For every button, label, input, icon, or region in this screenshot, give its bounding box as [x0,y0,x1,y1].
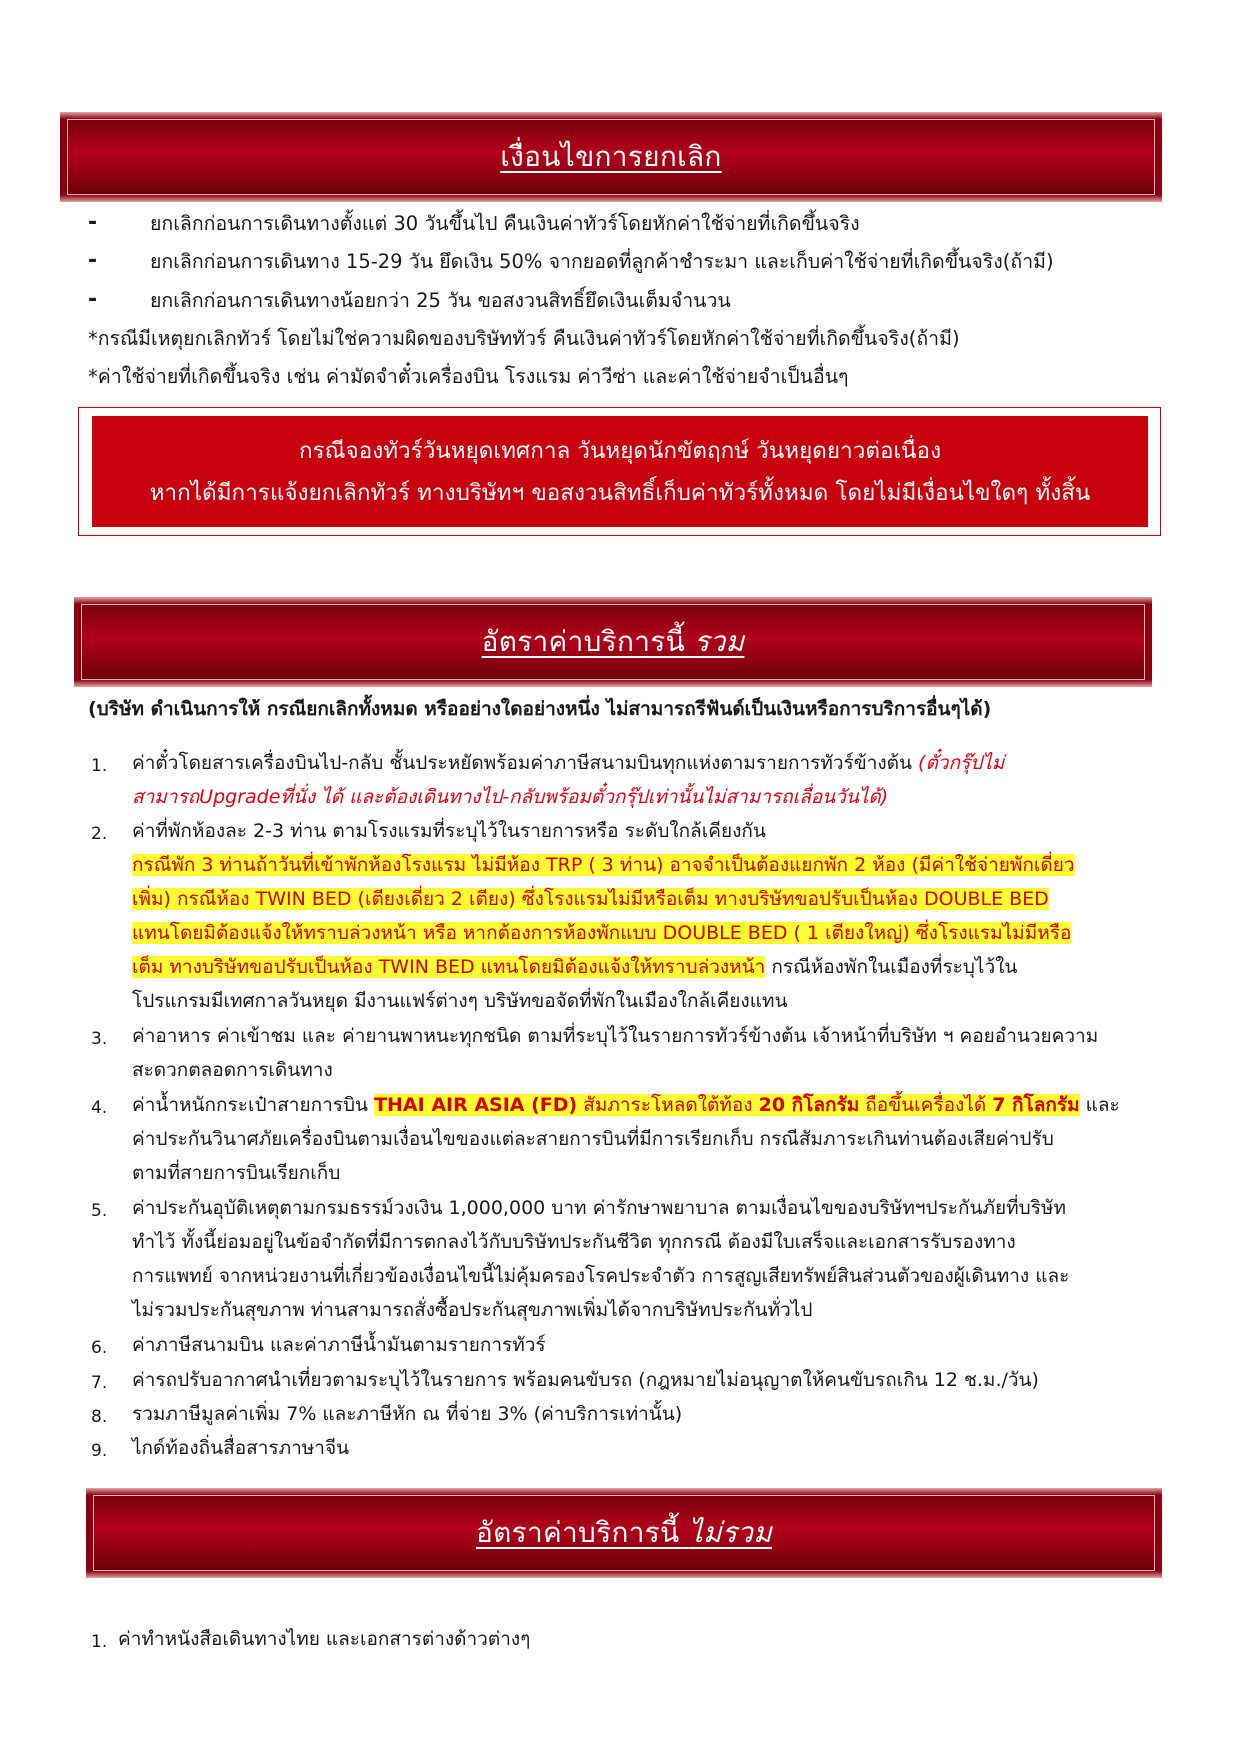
included-item-2: ค่าที่พักห้องละ 2-3 ท่าน ตามโรงแรมที่ระบุไว้ในรายการหรือ ระดับใกล้เคียงกัน [132,820,766,842]
included-banner [74,597,1152,687]
included-item-5-line-4: ไม่รวมประกันสุขภาพ ท่านสามารถสั่งซื้อประกันสุขภาพเพิ่มได้จากบริษัทประกันทั่วไป [132,1299,813,1321]
list-number: 9. [91,1441,108,1461]
included-item-1: ค่าตั๋วโดยสารเครื่องบินไป-กลับ ชั้นประหยัดพร้อมค่าภาษีสนามบินทุกแห่งตามรายการทัวร์ข้างต้น (ตั๋วกรุ๊ปไม่ [132,752,1005,774]
included-item-2-line-5: โปรแกรมมีเทศกาลวันหยุด มีงานแฟร์ต่างๆ บริษัทขอจัดที่พักในเมืองใกล้เคียงแทน [132,990,788,1012]
included-item-2-highlight-3: แทนโดยมิต้องแจ้งให้ทราบล่วงหน้า หรือ หากต้องการห้องพักแบบ DOUBLE BED ( 1 เตียงใหญ่) ซึ่งโรงแรมไม่มีหรือ [132,922,1072,944]
included-title: อัตราค่าบริการนี้ รวม [481,625,745,658]
excluded-item-1: ค่าทำหนังสือเดินทางไทย และเอกสารต่างด้าวต่างๆ [118,1628,531,1650]
list-number: 1. [91,756,108,776]
included-item-2-highlight-2: เพิ่ม) กรณีห้อง TWIN BED (เตียงเดี่ยว 2 เตียง) ซึ่งโรงแรมไม่มีหรือเต็ม ทางบริษัทขอปรับเป็นห้อง DOUBLE BED [132,888,1049,910]
included-item-4-line-2: ค่าประกันวินาศภัยเครื่องบินตามเงื่อนไขของแต่ละสายการบินที่มีการเรียกเก็บ กรณีสัมภาระเกินท่านต้องเสียค่าปรับ [132,1128,1054,1150]
cancel-item-2: ยกเลิกก่อนการเดินทาง 15-29 วัน ยึดเงิน 50% จากยอดที่ลูกค้าชำระมา และเก็บค่าใช้จ่ายที่เกิดขึ้นจริง(ถ้ามี) [150,250,1054,273]
included-item-2-highlight-1: กรณีพัก 3 ท่านถ้าวันที่เข้าพักห้องโรงแรม ไม่มีห้อง TRP ( 3 ท่าน) อาจจำเป็นต้องแยกพัก 2 ห้อง (มีค่าใช้จ่ายพักเดี่ยว [132,854,1075,876]
list-number: 8. [91,1407,108,1427]
list-number: 7. [91,1373,108,1393]
included-item-1-note: สามารถUpgradeที่นั่ง ได้ และต้องเดินทางไป-กลับพร้อมตั๋วกรุ๊ปเท่านั้นไม่สามารถเลื่อนวันได้) [132,786,889,808]
cancel-item-3: ยกเลิกก่อนการเดินทางน้อยกว่า 25 วัน ขอสงวนสิทธิ์ยึดเงินเต็มจำนวน [150,289,731,312]
cancel-banner [60,112,1162,202]
list-number: 1. [91,1632,108,1652]
excluded-title-emphasis: ไม่รวม [688,1516,772,1549]
holiday-notice-line-1: กรณีจองทัวร์วันหยุดเทศกาล วันหยุดนักขัตฤกษ์ วันหยุดยาวต่อเนื่อง [298,437,942,464]
bullet-dash: - [88,210,98,235]
included-item-8: รวมภาษีมูลค่าเพิ่ม 7% และภาษีหัก ณ ที่จ่าย 3% (ค่าบริการเท่านั้น) [132,1403,683,1425]
included-subtitle: (บริษัท ดำเนินการให้ กรณียกเลิกทั้งหมด หรืออย่างใดอย่างหนึ่ง ไม่สามารถรีฟันด์เป็นเงินหรือการบริการอื่นๆได้) [88,698,992,720]
bullet-dash: - [88,287,98,312]
list-number: 6. [91,1338,108,1358]
list-number: 2. [91,824,108,844]
holiday-notice-box [78,407,1161,536]
included-item-4: ค่าน้ำหนักกระเป๋าสายการบิน THAI AIR ASIA (FD) สัมภาระโหลดใต้ท้อง 20 กิโลกรัม ถือขึ้นเครื่องได้ 7 กิโลกรัม และ [132,1094,1120,1116]
cancel-note-2: *ค่าใช้จ่ายที่เกิดขึ้นจริง เช่น ค่ามัดจำตั๋วเครื่องบิน โรงแรม ค่าวีซ่า และค่าใช้จ่ายจำเป็นอื่นๆ [88,365,849,388]
included-item-5: ค่าประกันอุบัติเหตุตามกรมธรรม์วงเงิน 1,000,000 บาท ค่ารักษาพยาบาล ตามเงื่อนไขของบริษัทฯประกันภัยที่บริษัท [132,1197,1066,1219]
excluded-banner [86,1488,1162,1578]
included-item-7: ค่ารถปรับอากาศนำเที่ยวตามระบุไว้ในรายการ พร้อมคนขับรถ (กฎหมายไม่อนุญาตให้คนขับรถเกิน 12 ช.ม./วัน) [132,1369,1039,1391]
holiday-notice-line-2: หากได้มีการแจ้งยกเลิกทัวร์ ทางบริษัทฯ ขอสงวนสิทธิ์เก็บค่าทัวร์ทั้งหมด โดยไม่มีเงื่อนไขใดๆ ทั้งสิ้น [149,479,1091,506]
included-item-3-line-2: สะดวกตลอดการเดินทาง [132,1059,333,1081]
list-number: 5. [91,1201,108,1221]
excluded-title: อัตราค่าบริการนี้ ไม่รวม [476,1516,772,1549]
cancel-item-1: ยกเลิกก่อนการเดินทางตั้งแต่ 30 วันขึ้นไป คืนเงินค่าทัวร์โดยหักค่าใช้จ่ายที่เกิดขึ้นจริง [150,212,860,235]
included-item-5-line-3: การแพทย์ จากหน่วยงานที่เกี่ยวข้องเงื่อนไขนี้ไม่คุ้มครองโรคประจำตัว การสูญเสียทรัพย์สินส่วนตัวของผู้เดินทาง และ [132,1265,1070,1287]
included-item-9: ไกด์ท้องถิ่นสื่อสารภาษาจีน [132,1437,350,1459]
included-item-4-line-3: ตามที่สายการบินเรียกเก็บ [132,1162,341,1184]
bullet-dash: - [88,248,98,273]
cancel-note-1: *กรณีมีเหตุยกเลิกทัวร์ โดยไม่ใช่ความผิดของบริษัททัวร์ คืนเงินค่าทัวร์โดยหักค่าใช้จ่ายที่เกิดขึ้นจริง(ถ้ามี) [88,327,960,350]
list-number: 4. [91,1098,108,1118]
included-item-5-line-2: ทำไว้ ทั้งนี้ย่อมอยู่ในข้อจำกัดที่มีการตกลงไว้กับบริษัทประกันชีวิต ทุกกรณี ต้องมีใบเสร็จและเอกสารรับรองทาง [132,1231,1016,1253]
list-number: 3. [91,1029,108,1049]
included-item-6: ค่าภาษีสนามบิน และค่าภาษีน้ำมันตามรายการทัวร์ [132,1334,546,1356]
included-item-3: ค่าอาหาร ค่าเข้าชม และ ค่ายานพาหนะทุกชนิด ตามที่ระบุไว้ในรายการทัวร์ข้างต้น เจ้าหน้าที่บริษัท ฯ คอยอำนวยความ [132,1025,1099,1047]
cancel-title: เงื่อนไขการยกเลิก [500,140,722,173]
included-title-emphasis: รวม [694,625,745,658]
included-item-2-highlight-4: เต็ม ทางบริษัทขอปรับเป็นห้อง TWIN BED แทนโดยมิต้องแจ้งให้ทราบล่วงหน้า กรณีห้องพักในเมืองที่ระบุไว้ใน [132,956,1018,978]
